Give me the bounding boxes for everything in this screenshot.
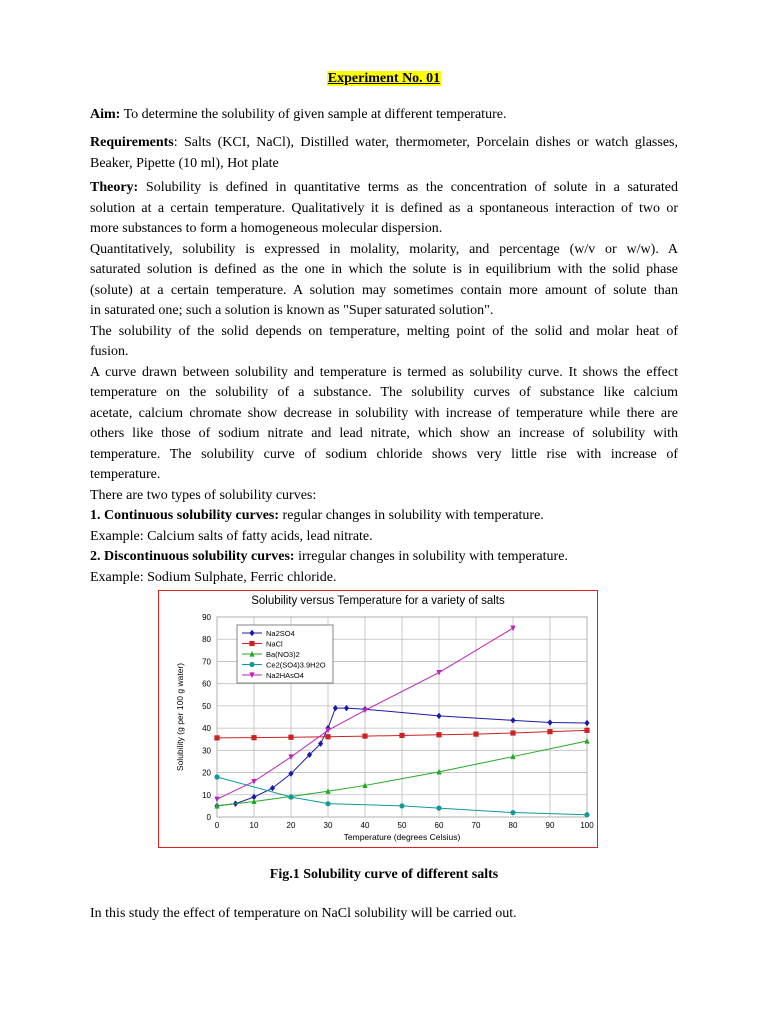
experiment-title: Experiment No. 01	[327, 71, 441, 86]
x-tick-label: 0	[214, 821, 220, 830]
legend-label: NaCl	[266, 639, 283, 649]
data-point	[473, 732, 478, 737]
data-point	[362, 734, 367, 739]
x-tick-label: 40	[360, 821, 370, 830]
data-point	[584, 728, 589, 733]
x-axis-label: Temperature (degrees Celsius)	[343, 832, 461, 842]
closing-paragraph: In this study the effect of temperature on NaCl solubility will be carried out.	[90, 906, 517, 921]
data-point	[436, 806, 441, 811]
y-tick-label: 50	[202, 701, 211, 711]
y-tick-label: 20	[202, 768, 211, 778]
chart-title: Solubility versus Temperature for a variety of salts	[251, 595, 505, 607]
y-tick-label: 10	[202, 790, 211, 800]
x-tick-label: 50	[397, 821, 407, 830]
y-tick-label: 0	[206, 813, 211, 822]
legend-swatch-marker	[249, 641, 254, 646]
data-point	[399, 803, 404, 808]
data-point	[325, 734, 330, 739]
data-point	[251, 735, 256, 740]
legend-label: Ce2(SO4)3.9H2O	[266, 660, 326, 670]
y-tick-label: 30	[202, 746, 211, 756]
data-point	[584, 812, 589, 817]
x-tick-label: 60	[434, 821, 444, 830]
x-tick-label: 30	[323, 821, 333, 830]
solubility-chart-figure	[158, 590, 598, 848]
x-tick-label: 20	[286, 821, 296, 830]
x-tick-label: 100	[580, 821, 594, 830]
y-axis-label: Solubility (g per 100 g water)	[175, 662, 185, 772]
requirements-paragraph: Requirements: Salts (KCI, NaCl), Distilled water, thermometer, Porcelain dishes or watch glasses, Beaker, Pipette (10 ml), Hot plate	[90, 135, 678, 171]
x-tick-label: 80	[508, 821, 518, 830]
legend-label: Ba(NO3)2	[266, 650, 300, 659]
legend-label: Na2SO4	[266, 629, 295, 638]
data-point	[547, 729, 552, 734]
y-tick-label: 80	[202, 635, 211, 645]
discontinuous-curves-line: 2. Discontinuous solubility curves: irregular changes in solubility with temperature.	[90, 549, 568, 564]
data-point	[436, 732, 441, 737]
legend-label: Na2HAsO4	[266, 671, 304, 680]
x-tick-label: 70	[471, 821, 481, 830]
theory-paragraph: Theory: Solubility is defined in quantitative terms as the concentration of solute in a saturated solution at a certain temperature. Qualitatively it is defined as a spontaneous interaction of two or more substances to form a homogeneous molecular dispersion. Quantitatively, solubility is expressed in molality, molarity, and percentage (w/v or w/w). A saturated solution is defined as the one in which the solute is in equilibrium with the solid phase (solute) at a certain temperature. A solution may sometimes contain more amount of solute than in saturated one; such a solution is known as "Super saturated solution". The solubility of the solid depends on temperature, melting point of the solid and molar heat of fusion. A curve drawn between solubility and temperature is termed as solubility curve. It shows the effect temperature on the solubility of a substance. The solubility curves of substance like calcium acetate, calcium chromate show decrease in solubility with increase of temperature while there are others like those of sodium nitrate and lead nitrate, which show an increase of solubility with temperature. The solubility curve of sodium chloride shows very little rise with increase of temperature. There are two types of solubility curves: 1. Continuous solubility curves: regular changes in solubility with temperature. Example: Calcium salts of fatty acids, lead nitrate. 2. Discontinuous solubility curves: irregular changes in solubility with temperature. Example: Sodium Sulphate, Ferric chloride.	[90, 180, 679, 585]
y-tick-label: 70	[202, 657, 211, 667]
y-tick-label: 40	[202, 724, 211, 734]
x-tick-label: 90	[545, 821, 555, 830]
aim-paragraph: Aim: To determine the solubility of given sample at different temperature.	[90, 107, 507, 122]
data-point	[510, 730, 515, 735]
data-point	[510, 810, 515, 815]
data-point	[288, 735, 293, 740]
data-point	[288, 794, 293, 799]
data-point	[214, 774, 219, 779]
solubility-chart	[159, 591, 597, 847]
legend-swatch-marker	[249, 662, 254, 667]
y-tick-label: 90	[202, 613, 211, 622]
data-point	[325, 801, 330, 806]
data-point	[214, 735, 219, 740]
y-tick-label: 60	[202, 679, 211, 689]
data-point	[399, 733, 404, 738]
figure-caption: Fig.1 Solubility curve of different salts	[269, 867, 499, 882]
x-tick-label: 10	[249, 821, 259, 830]
continuous-curves-line: 1. Continuous solubility curves: regular changes in solubility with temperature.	[90, 508, 544, 523]
